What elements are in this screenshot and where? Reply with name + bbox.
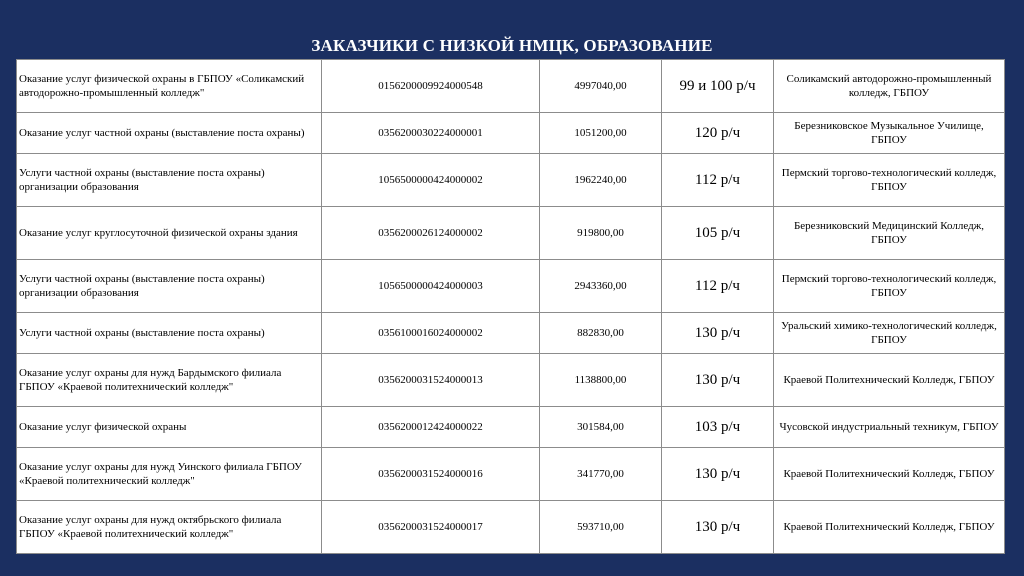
row-hourly-rate: 103 р/ч xyxy=(662,407,774,448)
row-description: Услуги частной охраны (выставление поста охраны) xyxy=(17,313,322,354)
row-hourly-rate: 130 р/ч xyxy=(662,313,774,354)
row-hourly-rate: 120 р/ч xyxy=(662,113,774,154)
row-description: Услуги частной охраны (выставление поста охраны) организации образования xyxy=(17,260,322,313)
row-hourly-rate: 130 р/ч xyxy=(662,448,774,501)
row-price: 1962240,00 xyxy=(540,154,662,207)
row-purchase-number: 0156200009924000548 xyxy=(322,60,540,113)
row-description: Услуги частной охраны (выставление поста охраны) организации образования xyxy=(17,154,322,207)
row-price: 301584,00 xyxy=(540,407,662,448)
row-description: Оказание услуг охраны для нужд Уинского филиала ГБПОУ «Краевой политехнический колледж" xyxy=(17,448,322,501)
row-purchase-number: 0356200012424000022 xyxy=(322,407,540,448)
table-row xyxy=(17,407,1005,448)
row-price: 2943360,00 xyxy=(540,260,662,313)
row-price: 1051200,00 xyxy=(540,113,662,154)
row-customer: Краевой Политехнический Колледж, ГБПОУ xyxy=(774,501,1005,554)
row-customer: Уральский химико-технологический колледж, ГБПОУ xyxy=(774,313,1005,354)
row-description: Оказание услуг физической охраны в ГБПОУ «Соликамский автодорожно-промышленный колледж" xyxy=(17,60,322,113)
table-row xyxy=(17,313,1005,354)
table-row xyxy=(17,207,1005,260)
table-row xyxy=(17,260,1005,313)
table-row xyxy=(17,354,1005,407)
customers-table xyxy=(16,59,1005,554)
row-customer: Березниковское Музыкальное Училище, ГБПОУ xyxy=(774,113,1005,154)
row-purchase-number: 0356100016024000002 xyxy=(322,313,540,354)
slide-title: ЗАКАЗЧИКИ С НИЗКОЙ НМЦК, ОБРАЗОВАНИЕ xyxy=(311,36,713,55)
customers-table-container xyxy=(16,59,1004,553)
row-customer: Березниковский Медицинский Колледж, ГБПОУ xyxy=(774,207,1005,260)
row-hourly-rate: 105 р/ч xyxy=(662,207,774,260)
row-price: 882830,00 xyxy=(540,313,662,354)
row-price: 919800,00 xyxy=(540,207,662,260)
row-purchase-number: 0356200031524000016 xyxy=(322,448,540,501)
row-hourly-rate: 112 р/ч xyxy=(662,260,774,313)
table-row xyxy=(17,60,1005,113)
row-customer: Пермский торгово-технологический колледж, ГБПОУ xyxy=(774,260,1005,313)
row-description: Оказание услуг охраны для нужд октябрьского филиала ГБПОУ «Краевой политехнический колледж" xyxy=(17,501,322,554)
row-description: Оказание услуг охраны для нужд Бардымского филиала ГБПОУ «Краевой политехнический колледж" xyxy=(17,354,322,407)
row-customer: Соликамский автодорожно-промышленный колледж, ГБПОУ xyxy=(774,60,1005,113)
table-row xyxy=(17,154,1005,207)
row-price: 341770,00 xyxy=(540,448,662,501)
row-purchase-number: 0356200030224000001 xyxy=(322,113,540,154)
row-hourly-rate: 130 р/ч xyxy=(662,354,774,407)
row-purchase-number: 1056500000424000003 xyxy=(322,260,540,313)
row-hourly-rate: 130 р/ч xyxy=(662,501,774,554)
row-description: Оказание услуг частной охраны (выставление поста охраны) xyxy=(17,113,322,154)
row-description: Оказание услуг круглосуточной физической охраны здания xyxy=(17,207,322,260)
table-row xyxy=(17,448,1005,501)
row-purchase-number: 0356200031524000013 xyxy=(322,354,540,407)
row-price: 593710,00 xyxy=(540,501,662,554)
row-purchase-number: 1056500000424000002 xyxy=(322,154,540,207)
row-customer: Пермский торгово-технологический колледж, ГБПОУ xyxy=(774,154,1005,207)
table-row xyxy=(17,113,1005,154)
row-customer: Краевой Политехнический Колледж, ГБПОУ xyxy=(774,354,1005,407)
row-hourly-rate: 112 р/ч xyxy=(662,154,774,207)
row-purchase-number: 0356200031524000017 xyxy=(322,501,540,554)
row-customer: Чусовской индустриальный техникум, ГБПОУ xyxy=(774,407,1005,448)
row-customer: Краевой Политехнический Колледж, ГБПОУ xyxy=(774,448,1005,501)
row-price: 4997040,00 xyxy=(540,60,662,113)
row-description: Оказание услуг физической охраны xyxy=(17,407,322,448)
row-purchase-number: 0356200026124000002 xyxy=(322,207,540,260)
row-hourly-rate: 99 и 100 р/ч xyxy=(662,60,774,113)
row-price: 1138800,00 xyxy=(540,354,662,407)
table-row xyxy=(17,501,1005,554)
